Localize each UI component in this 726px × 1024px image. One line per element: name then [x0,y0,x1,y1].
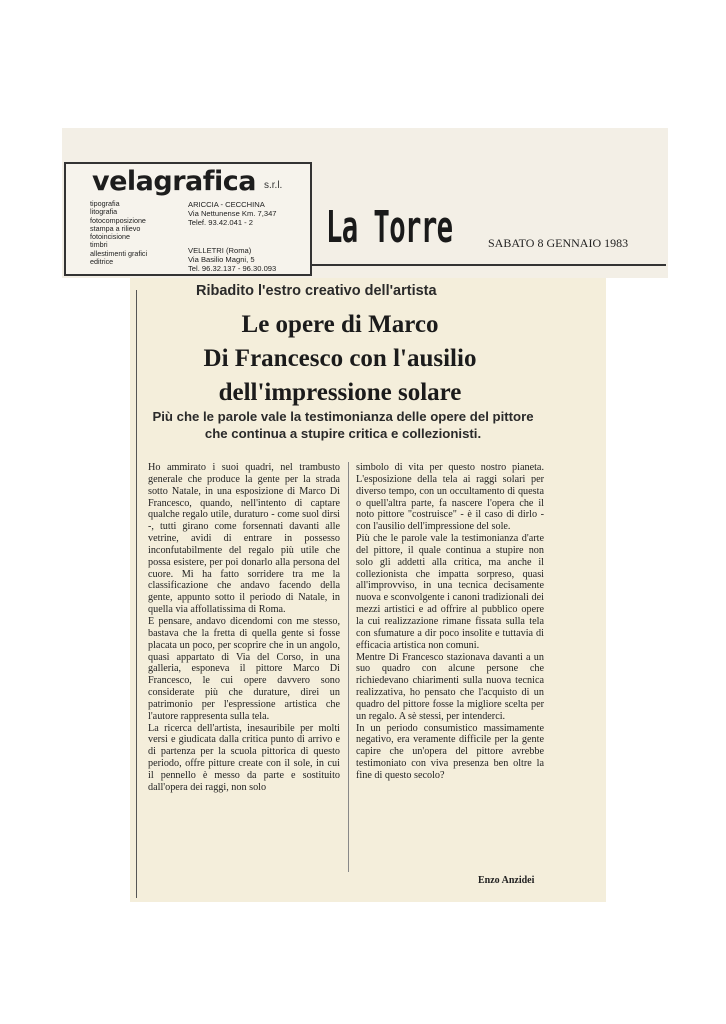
article-paragraph: simbolo di vita per questo nostro pianeta. L'esposizione della tela ai raggi solari per diverso tempo, con un occultamento di questa o quell'altra parte, fa nascere l'opera che il noto pittore "costruisce" - è il caso di dirlo - con l'ausilio dell'impressione del sole. [356,462,544,533]
column-divider [348,462,349,872]
issue-date: SABATO 8 GENNAIO 1983 [488,236,629,250]
advert-address-line: Via Basilio Magni, 5 [188,255,255,264]
velagrafica-advert [64,162,312,276]
headline-line: Le opere di Marco [241,311,439,338]
headline-line: Di Francesco con l'ausilio [203,345,477,372]
masthead-rule [310,264,666,266]
advert-services-list [90,200,147,266]
newspaper-masthead: La Torre [326,202,453,253]
headline-line: dell'impressione solare [218,379,462,406]
article-headline [140,308,540,410]
article-byline: Enzo Anzidei [478,875,535,886]
advert-service: editrice [90,257,114,267]
advert-address-line: Tel. 96.32.137 - 96.30.093 [188,264,277,273]
advert-address-line: VELLETRI (Roma) [188,246,252,255]
article-paragraph: E pensare, andavo dicendomi con me stesso, bastava che la fretta di quella gente si fosse placata un poco, per scoprire che in un angolo, quasi appartato di Via del Corso, in una galleria, esponeva il pittore Marco Di Francesco, le cui opere davvero sono considerate più che durature, direi un patrimonio per l'espressione artistica che l'autore rappresenta sulla tela. [148,615,340,722]
advert-service: allestimenti grafici [90,248,148,258]
advert-service: timbri [90,240,108,250]
advert-service: litografia [90,207,118,217]
advert-address-line: ARICCIA - CECCHINA [188,200,265,209]
article-paragraph: Più che le parole vale la testimonianza d'arte del pittore, il quale continua a stupire non solo gli addetti alla critica, ma anche il collezionista che impatta sorpreso, quasi all'improvviso, in una tecnica decisamente nuova e sconvolgente i canoni tradizionali dei mezzi artistici e ad offrire al pubblico opere la cui realizzazione rimane fissata sulla tela con sfumature a dir poco insolite e tuttavia di efficacia artistica non comuni. [356,533,544,651]
advert-service: fotocomposizione [90,215,146,225]
advert-company-suffix: s.r.l. [264,180,283,191]
advert-address-line: Telef. 93.42.041 - 2 [188,218,254,227]
article-paragraph: Mentre Di Francesco stazionava davanti a un suo quadro con alcune persone che richiedevano chiarimenti sulla nuova tecnica realizzativa, ho pensato che l'acquisto di un quadro del pittore fosse la migliore scelta per un regalo. A sè stessi, per intenderci. [356,651,544,722]
article-left-rule [136,290,137,898]
advert-service: tipografia [90,199,120,208]
article-subheadline: Più che le parole vale la testimonianza delle opere del pittore che continua a stupire critica e collezionisti. [152,409,534,441]
article-column-1 [148,462,340,794]
article-paragraph: La ricerca dell'artista, inesauribile per molti versi e giudicata dalla critica punto di arrivo e di partenza per la scuola pittorica di questo periodo, offre pitture create con il sole, in cui il pennello è messo da parte e sostituito dall'opera dei raggi, non solo [148,722,340,793]
article-paragraph: In un periodo consumistico massimamente negativo, era veramente difficile per la gente capire che un'opera del pittore avrebbe testimoniato con viva presenza ben oltre la fine di questo secolo? [356,722,544,781]
advert-service: fotoincisione [90,232,130,242]
article-kicker: Ribadito l'estro creativo dell'artista [196,283,437,299]
advert-address-velletri [188,246,276,273]
article-column-2 [356,462,544,782]
advert-address-line: Via Nettunense Km. 7,347 [188,209,277,218]
article-paragraph: Ho ammirato i suoi quadri, nel trambusto generale che produce la gente per la strada sotto Natale, in una esposizione di Marco Di Francesco, quando, nell'intento di captare qualche regalo utile, duraturo - come suol dirsi -, tutti girano come forsennati davanti alle vetrine, avidi di entrare in possesso inconfutabilmente del regalo più utile che possa esistere, per poi donarlo alla persona del cuore. Mi ha fatto sorridere tra me la classificazione che andavo facendo della gente, appunto sotto il periodo di Natale, in quella via affollatissima di Roma. [148,462,340,616]
advert-company-name: velagrafica [92,166,256,197]
advert-address-ariccia [188,200,277,227]
advert-service: stampa a rilievo [90,223,141,233]
